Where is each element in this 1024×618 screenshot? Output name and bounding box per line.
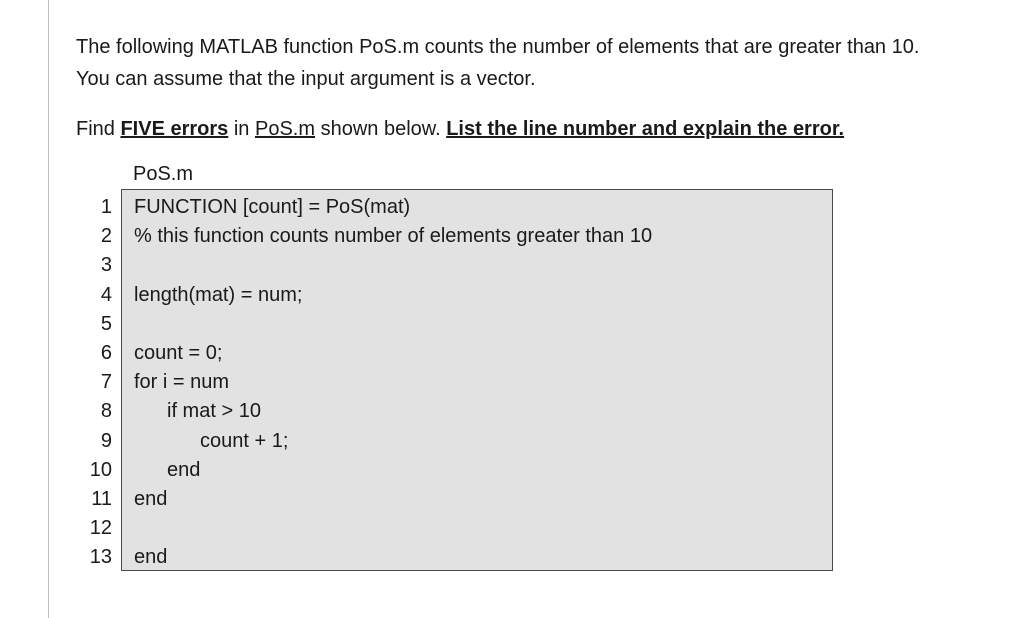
line-number: 2	[100, 225, 112, 248]
code-line-text: % this function counts number of elements greater than 10	[134, 225, 653, 248]
task-mid-1: in	[228, 118, 255, 140]
code-line-text: if mat > 10	[167, 400, 261, 423]
task-paragraph	[76, 113, 844, 145]
code-line	[0, 310, 840, 339]
code-line	[0, 397, 840, 426]
task-mid-2: shown below.	[315, 118, 447, 140]
code-line-text: count = 0;	[134, 342, 223, 364]
listing-file-title: PoS.m	[133, 163, 194, 185]
line-number: 8	[100, 400, 112, 423]
code-line-text: for i = num	[134, 371, 230, 394]
line-number: 11	[91, 488, 112, 510]
code-line	[0, 222, 840, 251]
intro-line-1: The following MATLAB function PoS.m counts the number of elements that are greater than 10.	[76, 36, 920, 58]
intro-paragraph	[76, 31, 919, 95]
line-number: 3	[100, 254, 112, 277]
code-line	[0, 281, 840, 310]
line-number: 1	[100, 196, 112, 218]
code-line-text: end	[167, 458, 201, 481]
code-line	[0, 251, 840, 280]
code-line	[0, 456, 840, 485]
line-number: 5	[100, 312, 112, 335]
task-file-name: PoS.m	[254, 118, 316, 140]
line-number: 4	[100, 283, 112, 306]
line-number: 6	[100, 342, 112, 364]
line-number: 12	[89, 517, 112, 540]
code-line-text: end	[134, 488, 168, 510]
code-line-text: FUNCTION [count] = PoS(mat)	[134, 196, 411, 218]
line-number: 10	[89, 458, 112, 481]
code-line	[0, 339, 840, 368]
code-line	[0, 543, 840, 572]
line-number: 13	[89, 546, 112, 569]
code-line	[0, 368, 840, 397]
task-instruction: List the line number and explain the error.	[446, 118, 845, 140]
line-number: 9	[100, 429, 112, 452]
task-error-count: FIVE errors	[120, 118, 229, 140]
code-line-text: end	[134, 546, 168, 569]
code-line-text: count + 1;	[200, 429, 289, 452]
intro-line-2: You can assume that the input argument is a vector.	[76, 68, 536, 90]
code-line	[0, 514, 840, 543]
line-number: 7	[100, 371, 112, 394]
code-line-text: length(mat) = num;	[134, 283, 303, 306]
code-line	[0, 193, 840, 222]
code-line	[0, 427, 840, 456]
task-prefix: Find	[76, 118, 121, 140]
code-line	[0, 485, 840, 514]
